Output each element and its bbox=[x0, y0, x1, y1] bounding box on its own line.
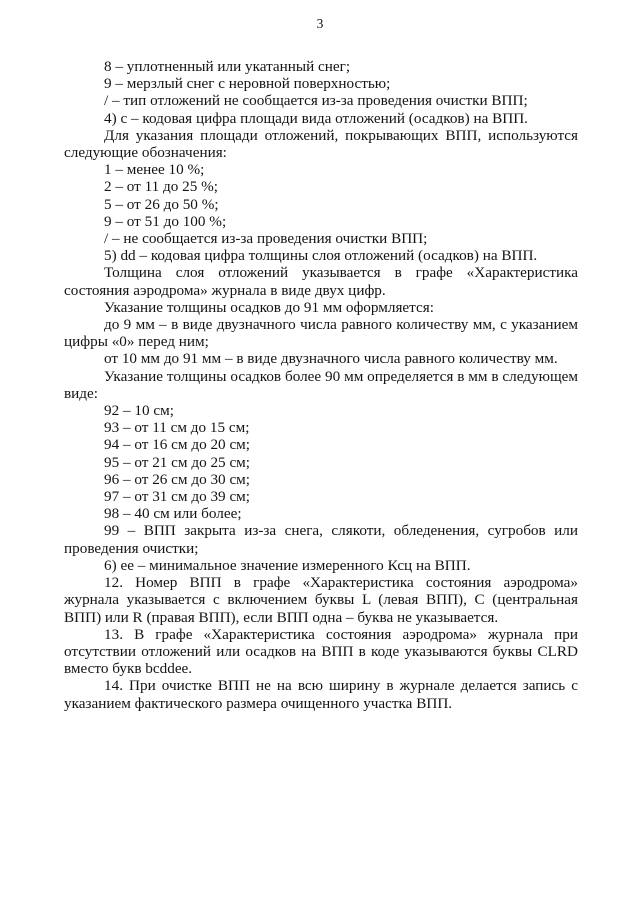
paragraph-thickness-intro: Толщина слоя отложений указывается в графе «Характеристика состояния аэродрома» журнала в виде двух цифр. bbox=[64, 264, 578, 299]
paragraph-thickness-upto9: до 9 мм – в виде двузначного числа равного количеству мм, с указанием цифры «0» перед ним; bbox=[64, 316, 578, 351]
paragraph-code-92: 92 – 10 см; bbox=[104, 402, 174, 420]
paragraph-thickness-over90: Указание толщины осадков более 90 мм определяется в мм в следующем виде: bbox=[64, 367, 578, 402]
paragraph-area-2: 2 – от 11 до 25 %; bbox=[104, 178, 219, 196]
paragraph-section-13: 13. В графе «Характеристика состояния аэродрома» журнала при отсутствии отложений или осадков на ВПП в коде указываются буквы CLRD вместо букв bcddee. bbox=[64, 625, 578, 678]
document-body bbox=[64, 58, 578, 712]
paragraph-section-14: 14. При очистке ВПП не на всю ширину в журнале делается запись с указанием фактического размера очищенного участка ВПП. bbox=[64, 677, 578, 712]
paragraph-code-dd: 5) dd – кодовая цифра толщины слоя отложений (осадков) на ВПП. bbox=[104, 247, 538, 265]
paragraph-area-slash: / – не сообщается из-за проведения очистки ВПП; bbox=[104, 230, 428, 248]
paragraph-code-97: 97 – от 31 см до 39 см; bbox=[104, 488, 251, 506]
paragraph-code-ee: 6) ее – минимальное значение измеренного Ксц на ВПП. bbox=[104, 556, 471, 574]
paragraph-code-c: 4) с – кодовая цифра площади вида отложений (осадков) на ВПП. bbox=[104, 109, 528, 127]
paragraph-item-8: 8 – уплотненный или укатанный снег; bbox=[104, 58, 351, 75]
paragraph-item-slash: / – тип отложений не сообщается из-за проведения очистки ВПП; bbox=[104, 92, 528, 110]
paragraph-area-intro: Для указания площади отложений, покрывающих ВПП, используются следующие обозначения: bbox=[64, 126, 578, 162]
paragraph-item-9: 9 – мерзлый снег с неровной поверхностью; bbox=[104, 75, 391, 93]
paragraph-code-98: 98 – 40 см или более; bbox=[104, 505, 242, 523]
paragraph-code-94: 94 – от 16 см до 20 см; bbox=[104, 436, 251, 454]
paragraph-code-95: 95 – от 21 см до 25 см; bbox=[104, 453, 251, 471]
paragraph-thickness-upto91: Указание толщины осадков до 91 мм оформляется: bbox=[104, 298, 434, 316]
paragraph-area-9: 9 – от 51 до 100 %; bbox=[104, 212, 227, 230]
paragraph-section-12: 12. Номер ВПП в графе «Характеристика состояния аэродрома» журнала указывается с включением буквы L (левая ВПП), С (центральная ВПП) или R (правая ВПП), если ВПП одна – буква не указывается. bbox=[64, 574, 578, 626]
paragraph-code-99: 99 – ВПП закрыта из-за снега, слякоти, обледенения, сугробов или проведения очистки; bbox=[64, 522, 578, 557]
paragraph-code-96: 96 – от 26 см до 30 см; bbox=[104, 470, 251, 488]
paragraph-thickness-10-91: от 10 мм до 91 мм – в виде двузначного числа равного количеству мм. bbox=[104, 350, 558, 368]
paragraph-area-5: 5 – от 26 до 50 %; bbox=[104, 195, 219, 213]
page-number: 3 bbox=[316, 16, 324, 31]
paragraph-area-1: 1 – менее 10 %; bbox=[104, 161, 205, 179]
paragraph-code-93: 93 – от 11 см до 15 см; bbox=[104, 419, 250, 437]
